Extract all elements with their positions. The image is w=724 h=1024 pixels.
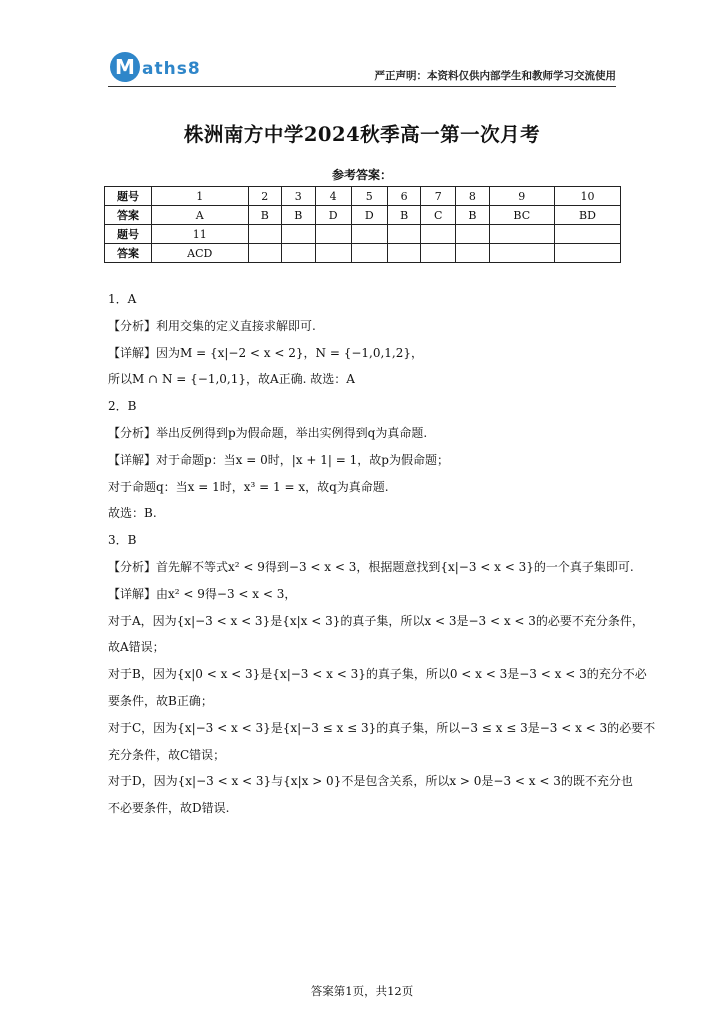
answer-label: 答案 bbox=[105, 206, 152, 225]
solution-line: 【分析】利用交集的定义直接求解即可. bbox=[108, 318, 316, 333]
question-label: 题号 bbox=[105, 225, 152, 244]
question-number-row-2 bbox=[105, 225, 621, 244]
answer-cell bbox=[489, 244, 554, 263]
question-number-cell bbox=[315, 225, 351, 244]
svg-text:M: M bbox=[115, 55, 135, 79]
question-number-row-1 bbox=[105, 187, 621, 206]
answer-label: 答案 bbox=[105, 244, 152, 263]
solutions-body bbox=[108, 286, 656, 822]
question-number-cell bbox=[248, 225, 282, 244]
solution-line: 对于命题q：当x = 1时，x³ = 1 = x，故q为真命题. bbox=[108, 479, 389, 494]
solution-line: 对于A，因为{x|−3 < x < 3}是{x|x < 3}的真子集，所以x < 3是−3 < x < 3的必要不充分条件， bbox=[108, 613, 644, 628]
solution-line: 【详解】由x² < 9得−3 < x < 3， bbox=[108, 586, 297, 601]
question-number-cell bbox=[351, 225, 387, 244]
answer-cell bbox=[387, 244, 421, 263]
answer-cell: B bbox=[387, 206, 421, 225]
solution-line: 对于D，因为{x|−3 < x < 3}与{x|x > 0}不是包含关系，所以x > 0是−3 < x < 3的既不充分也 bbox=[108, 774, 633, 789]
question-number-cell: 5 bbox=[351, 187, 387, 206]
question-number-cell bbox=[456, 225, 490, 244]
answer-cell: A bbox=[152, 206, 249, 225]
solution-line: 不必要条件，故D错误. bbox=[108, 801, 230, 816]
answer-cell: B bbox=[248, 206, 282, 225]
solution-line: 2．B bbox=[108, 399, 137, 414]
solution-line: 要条件，故B正确； bbox=[108, 693, 213, 708]
svg-text:aths8: aths8 bbox=[142, 59, 201, 79]
answer-row-1 bbox=[105, 206, 621, 225]
question-number-cell bbox=[489, 225, 554, 244]
maths8-logo bbox=[108, 50, 220, 84]
solution-line: 故A错误； bbox=[108, 640, 165, 655]
answer-table bbox=[104, 186, 621, 263]
solution-line: 1．A bbox=[108, 292, 137, 306]
question-label: 题号 bbox=[105, 187, 152, 206]
answer-cell: BC bbox=[489, 206, 554, 225]
solution-line: 充分条件，故C错误； bbox=[108, 747, 226, 762]
page-footer: 答案第1页，共12页 bbox=[310, 984, 414, 998]
header-divider bbox=[108, 86, 616, 87]
question-number-cell: 9 bbox=[489, 187, 554, 206]
answer-cell bbox=[456, 244, 490, 263]
answer-cell: C bbox=[421, 206, 456, 225]
answer-cell bbox=[282, 244, 316, 263]
answer-cell bbox=[315, 244, 351, 263]
solution-line: 【分析】举出反例得到p为假命题，举出实例得到q为真命题. bbox=[108, 425, 428, 440]
answer-cell: B bbox=[456, 206, 490, 225]
solution-line: 对于C，因为{x|−3 < x < 3}是{x|−3 ≤ x ≤ 3}的真子集，所以−3 ≤ x ≤ 3是−3 < x < 3的必要不 bbox=[108, 720, 656, 735]
answer-cell bbox=[351, 244, 387, 263]
question-number-cell: 6 bbox=[387, 187, 421, 206]
answer-row-2 bbox=[105, 244, 621, 263]
question-number-cell: 7 bbox=[421, 187, 456, 206]
solution-line: 【详解】因为M = {x|−2 < x < 2}，N = {−1,0,1,2}， bbox=[108, 345, 424, 360]
answer-cell: BD bbox=[554, 206, 620, 225]
question-number-cell bbox=[554, 225, 620, 244]
exam-title: 株洲南方中学2024秋季高一第一次月考 bbox=[183, 123, 541, 146]
answer-cell bbox=[554, 244, 620, 263]
question-number-cell: 1 bbox=[152, 187, 249, 206]
question-number-cell: 4 bbox=[315, 187, 351, 206]
answer-cell: D bbox=[315, 206, 351, 225]
question-number-cell: 11 bbox=[152, 225, 249, 244]
answer-cell bbox=[421, 244, 456, 263]
question-number-cell: 3 bbox=[282, 187, 316, 206]
answer-key-heading: 参考答案： bbox=[331, 168, 392, 182]
solution-line: 所以M ∩ N = {−1,0,1}，故A正确. 故选：A bbox=[108, 372, 355, 387]
answer-cell bbox=[248, 244, 282, 263]
copyright-notice: 严正声明：本资料仅供内部学生和教师学习交流使用 bbox=[374, 70, 616, 82]
solution-line: 对于B，因为{x|0 < x < 3}是{x|−3 < x < 3}的真子集，所以0 < x < 3是−3 < x < 3的充分不必 bbox=[108, 667, 647, 682]
question-number-cell: 8 bbox=[456, 187, 490, 206]
question-number-cell bbox=[282, 225, 316, 244]
answer-cell: B bbox=[282, 206, 316, 225]
solution-line: 【详解】对于命题p：当x = 0时，|x + 1| = 1，故p为假命题； bbox=[108, 452, 449, 467]
solution-line: 3．B bbox=[108, 533, 137, 548]
question-number-cell bbox=[387, 225, 421, 244]
answer-cell: ACD bbox=[152, 244, 249, 263]
question-number-cell: 10 bbox=[554, 187, 620, 206]
answer-cell: D bbox=[351, 206, 387, 225]
question-number-cell: 2 bbox=[248, 187, 282, 206]
question-number-cell bbox=[421, 225, 456, 244]
solution-line: 【分析】首先解不等式x² < 9得到−3 < x < 3，根据题意找到{x|−3 < x < 3}的一个真子集即可. bbox=[108, 559, 634, 574]
solution-line: 故选：B. bbox=[108, 506, 157, 521]
